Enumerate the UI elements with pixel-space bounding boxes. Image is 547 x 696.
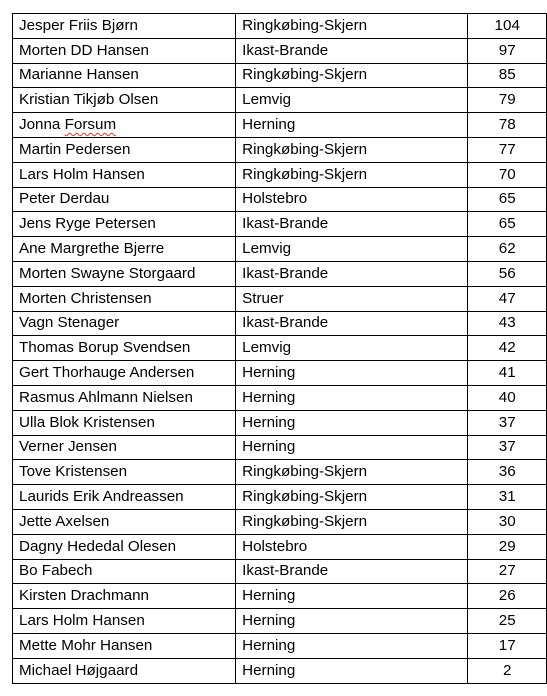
municipality-cell[interactable]: Herning [236,113,468,138]
name-cell[interactable]: Jette Axelsen [13,509,236,534]
name-cell[interactable]: Morten DD Hansen [13,38,236,63]
score-cell[interactable]: 27 [468,559,547,584]
name-cell[interactable]: Martin Pedersen [13,137,236,162]
municipality-cell[interactable]: Ringkøbing-Skjern [236,162,468,187]
municipality-cell[interactable]: Herning [236,385,468,410]
table-row [13,658,547,683]
municipality-cell[interactable]: Lemvig [236,237,468,262]
name-cell[interactable]: Lars Holm Hansen [13,162,236,187]
name-cell[interactable] [13,113,236,138]
spellcheck-flagged-word: Forsum [64,116,117,134]
municipality-cell[interactable]: Herning [236,658,468,683]
municipality-cell[interactable]: Ikast-Brande [236,261,468,286]
table-row [13,336,547,361]
municipality-cell[interactable]: Herning [236,410,468,435]
municipality-cell[interactable]: Holstebro [236,187,468,212]
name-cell[interactable]: Verner Jensen [13,435,236,460]
municipality-cell[interactable]: Herning [236,361,468,386]
score-cell[interactable]: 56 [468,261,547,286]
table-row [13,460,547,485]
score-cell[interactable]: 62 [468,237,547,262]
municipality-cell[interactable]: Ringkøbing-Skjern [236,137,468,162]
table-row [13,187,547,212]
table-row [13,113,547,138]
score-cell[interactable]: 70 [468,162,547,187]
name-cell[interactable]: Marianne Hansen [13,63,236,88]
table-row [13,286,547,311]
municipality-cell[interactable]: Herning [236,609,468,634]
score-cell[interactable]: 37 [468,410,547,435]
municipality-cell[interactable]: Ringkøbing-Skjern [236,63,468,88]
table-row [13,410,547,435]
municipality-cell[interactable]: Ringkøbing-Skjern [236,14,468,39]
name-cell[interactable]: Jens Ryge Petersen [13,212,236,237]
table-row [13,137,547,162]
name-cell[interactable]: Ane Margrethe Bjerre [13,237,236,262]
municipality-cell[interactable]: Ringkøbing-Skjern [236,509,468,534]
table-row [13,584,547,609]
name-cell[interactable]: Vagn Stenager [13,311,236,336]
municipality-cell[interactable]: Struer [236,286,468,311]
score-cell[interactable]: 47 [468,286,547,311]
municipality-cell[interactable]: Lemvig [236,88,468,113]
municipality-cell[interactable]: Ikast-Brande [236,559,468,584]
score-cell[interactable]: 97 [468,38,547,63]
municipality-cell[interactable]: Holstebro [236,534,468,559]
municipality-cell[interactable]: Herning [236,584,468,609]
table-row [13,88,547,113]
score-cell[interactable]: 65 [468,187,547,212]
score-cell[interactable]: 37 [468,435,547,460]
table-row [13,385,547,410]
table-row [13,261,547,286]
table-row [13,311,547,336]
table-row [13,38,547,63]
name-cell[interactable]: Morten Swayne Storgaard [13,261,236,286]
municipality-cell[interactable]: Ringkøbing-Skjern [236,460,468,485]
name-cell[interactable]: Mette Mohr Hansen [13,633,236,658]
score-cell[interactable]: 29 [468,534,547,559]
score-cell[interactable]: 77 [468,137,547,162]
municipality-cell[interactable]: Ikast-Brande [236,311,468,336]
name-cell[interactable]: Lars Holm Hansen [13,609,236,634]
score-cell[interactable]: 78 [468,113,547,138]
score-cell[interactable]: 65 [468,212,547,237]
table-row [13,435,547,460]
name-cell[interactable]: Jesper Friis Bjørn [13,14,236,39]
table-row [13,534,547,559]
name-cell[interactable]: Dagny Hededal Olesen [13,534,236,559]
table-row [13,162,547,187]
table-row [13,361,547,386]
score-cell[interactable]: 79 [468,88,547,113]
municipality-cell[interactable]: Lemvig [236,336,468,361]
name-first-part: Jonna [19,116,61,134]
municipality-cell[interactable]: Ikast-Brande [236,38,468,63]
score-cell[interactable]: 31 [468,485,547,510]
results-table-body [13,14,547,684]
municipality-cell[interactable]: Ringkøbing-Skjern [236,485,468,510]
name-cell[interactable]: Kristian Tikjøb Olsen [13,88,236,113]
municipality-cell[interactable]: Herning [236,633,468,658]
score-cell[interactable]: 26 [468,584,547,609]
table-row [13,237,547,262]
score-cell[interactable]: 43 [468,311,547,336]
score-cell[interactable]: 104 [468,14,547,39]
score-cell[interactable]: 36 [468,460,547,485]
score-cell[interactable]: 42 [468,336,547,361]
table-row [13,609,547,634]
score-cell[interactable]: 85 [468,63,547,88]
table-row [13,212,547,237]
score-cell[interactable]: 30 [468,509,547,534]
name-cell[interactable]: Kirsten Drachmann [13,584,236,609]
municipality-cell[interactable]: Ikast-Brande [236,212,468,237]
score-cell[interactable]: 25 [468,609,547,634]
table-row [13,509,547,534]
name-cell[interactable]: Morten Christensen [13,286,236,311]
table-row [13,14,547,39]
name-cell[interactable]: Rasmus Ahlmann Nielsen [13,385,236,410]
score-cell[interactable]: 40 [468,385,547,410]
name-cell[interactable]: Peter Derdau [13,187,236,212]
score-cell[interactable]: 2 [468,658,547,683]
municipality-cell[interactable]: Herning [236,435,468,460]
table-row [13,559,547,584]
score-cell[interactable]: 17 [468,633,547,658]
table-row [13,633,547,658]
name-cell[interactable]: Michael Højgaard [13,658,236,683]
name-cell[interactable]: Thomas Borup Svendsen [13,336,236,361]
name-cell[interactable]: Laurids Erik Andreassen [13,485,236,510]
name-cell[interactable]: Bo Fabech [13,559,236,584]
name-cell[interactable]: Gert Thorhauge Andersen [13,361,236,386]
results-table [12,13,547,684]
name-cell[interactable]: Ulla Blok Kristensen [13,410,236,435]
table-row [13,63,547,88]
name-cell[interactable]: Tove Kristensen [13,460,236,485]
table-row [13,485,547,510]
results-sheet [12,13,547,684]
score-cell[interactable]: 41 [468,361,547,386]
